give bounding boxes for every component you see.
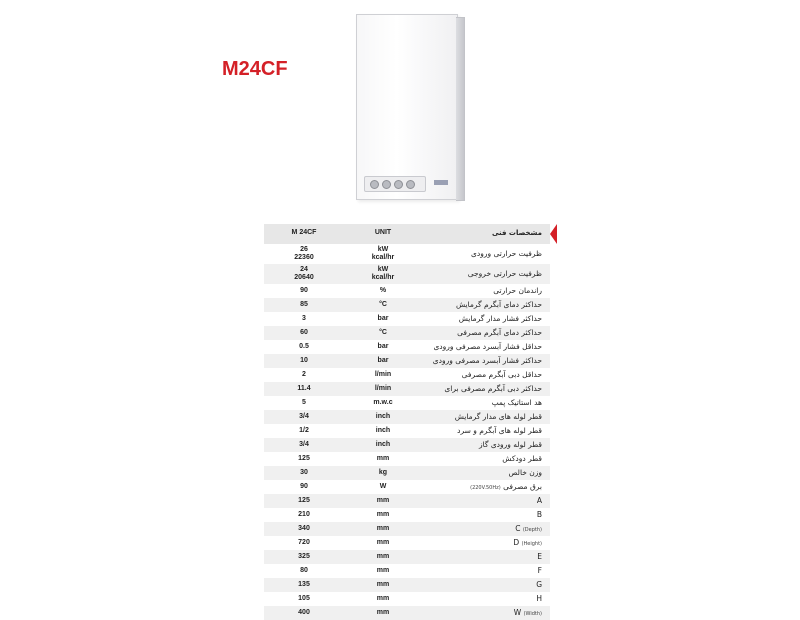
row-value: 80 (300, 567, 308, 574)
row-label: حداکثر دمای آبگرم مصرفی (457, 328, 542, 337)
row-unit: kW kcal/hr (371, 246, 395, 261)
table-row (264, 438, 550, 452)
table-row (264, 494, 550, 508)
table-row (264, 452, 550, 466)
control-panel-icon (364, 176, 426, 192)
row-unit: l/min (374, 371, 392, 378)
model-title: M24CF (222, 58, 288, 80)
row-value: 125 (298, 455, 310, 462)
row-unit: bar (377, 357, 389, 364)
table-row (264, 396, 550, 410)
row-unit: mm (376, 609, 390, 616)
spec-table-header (264, 224, 550, 244)
row-unit: mm (376, 525, 390, 532)
table-row (264, 368, 550, 382)
row-label: ظرفیت حرارتی خروجی (467, 269, 542, 278)
row-note: (220V.50Hz) (470, 485, 501, 491)
row-value: 340 (298, 525, 310, 532)
table-row (264, 424, 550, 438)
row-unit: mm (376, 455, 390, 462)
row-label: D (Height) (513, 538, 542, 547)
row-unit: inch (375, 427, 391, 434)
row-label: ظرفیت حرارتی ورودی (471, 249, 542, 258)
row-value: 30 (300, 469, 308, 476)
row-unit: l/min (374, 385, 392, 392)
row-label: حداکثر فشار آبسرد مصرفی ورودی (432, 356, 542, 365)
table-row (264, 592, 550, 606)
row-label: قطر لوله های مدار گرمایش (454, 412, 542, 421)
row-value: 3/4 (299, 441, 309, 448)
table-row (264, 578, 550, 592)
row-value: 3/4 (299, 413, 309, 420)
row-value: 11.4 (297, 385, 311, 392)
row-unit: bar (377, 343, 389, 350)
table-row (264, 606, 550, 620)
row-label: C (Depth) (515, 524, 542, 533)
table-row (264, 410, 550, 424)
row-note: (Width) (523, 611, 542, 617)
row-label: هد استاتیک پمپ (491, 398, 542, 407)
row-label: W (Width) (513, 608, 542, 617)
row-label: قطر دودکش (502, 454, 542, 463)
row-value: 135 (298, 581, 310, 588)
row-value: 1/2 (299, 427, 309, 434)
row-unit: mm (376, 539, 390, 546)
row-label: A (536, 496, 542, 505)
table-row (264, 536, 550, 550)
table-row (264, 522, 550, 536)
row-label: حداکثر دمای آبگرم گرمایش (455, 300, 542, 309)
row-label: حداقل دبی آبگرم مصرفی (461, 370, 542, 379)
row-label: حداکثر دبی آبگرم مصرفی برای (444, 384, 542, 393)
header-model: M 24CF (291, 229, 317, 236)
row-unit: °C (379, 301, 387, 308)
table-row (264, 326, 550, 340)
red-arrow-icon (550, 224, 557, 244)
row-unit: kg (378, 469, 388, 476)
row-unit: °C (379, 329, 387, 336)
table-row (264, 312, 550, 326)
row-unit: kW kcal/hr (371, 266, 395, 281)
row-label: حداقل فشار آبسرد مصرفی ورودی (433, 342, 542, 351)
row-label: G (536, 580, 542, 589)
row-value: 0.5 (299, 343, 309, 350)
table-row (264, 298, 550, 312)
boiler-image (356, 14, 464, 200)
row-unit: inch (375, 413, 391, 420)
row-label: H (536, 594, 542, 603)
row-unit: mm (376, 567, 390, 574)
row-label: راندمان حرارتی (493, 286, 542, 295)
table-row (264, 480, 550, 494)
row-label: قطر لوله های آبگرم و سرد (457, 426, 542, 435)
row-unit: mm (376, 581, 390, 588)
row-value: 24 20640 (294, 266, 314, 281)
row-unit: mm (376, 553, 390, 560)
row-label: B (536, 510, 542, 519)
row-value: 325 (298, 553, 310, 560)
row-value: 105 (298, 595, 310, 602)
table-row (264, 284, 550, 298)
row-value: 125 (298, 497, 310, 504)
brand-logo-icon (434, 180, 448, 185)
row-value: 90 (300, 287, 308, 294)
row-value: 26 22360 (294, 246, 314, 261)
row-value: 60 (300, 329, 308, 336)
row-value: 210 (298, 511, 310, 518)
row-unit: W (379, 483, 387, 490)
row-unit: m.w.c (373, 399, 393, 406)
table-row (264, 550, 550, 564)
table-row (264, 354, 550, 368)
row-label: حداکثر فشار مدار گرمایش (458, 314, 542, 323)
row-value: 5 (302, 399, 306, 406)
row-value: 85 (300, 301, 308, 308)
header-label: مشخصات فنی (491, 229, 542, 237)
row-value: 3 (302, 315, 306, 322)
row-value: 720 (298, 539, 310, 546)
table-row (264, 466, 550, 480)
row-unit: % (379, 287, 387, 294)
row-label: E (537, 552, 542, 561)
row-unit: inch (375, 441, 391, 448)
table-row (264, 244, 550, 264)
row-label: وزن خالص (508, 468, 542, 477)
spec-table (264, 224, 550, 620)
row-value: 10 (300, 357, 308, 364)
row-label: قطر لوله ورودی گاز (478, 440, 542, 449)
header-unit: UNIT (374, 229, 392, 236)
row-unit: bar (377, 315, 389, 322)
row-label: F (537, 566, 542, 575)
row-unit: mm (376, 497, 390, 504)
table-row (264, 382, 550, 396)
table-row (264, 508, 550, 522)
row-note: (Height) (521, 541, 542, 547)
row-label: برق مصرفی (220V.50Hz) (470, 482, 542, 491)
table-row (264, 340, 550, 354)
row-note: (Depth) (522, 527, 542, 533)
row-value: 90 (300, 483, 308, 490)
row-value: 400 (298, 609, 310, 616)
table-row (264, 264, 550, 284)
row-unit: mm (376, 595, 390, 602)
table-row (264, 564, 550, 578)
row-value: 2 (302, 371, 306, 378)
row-unit: mm (376, 511, 390, 518)
